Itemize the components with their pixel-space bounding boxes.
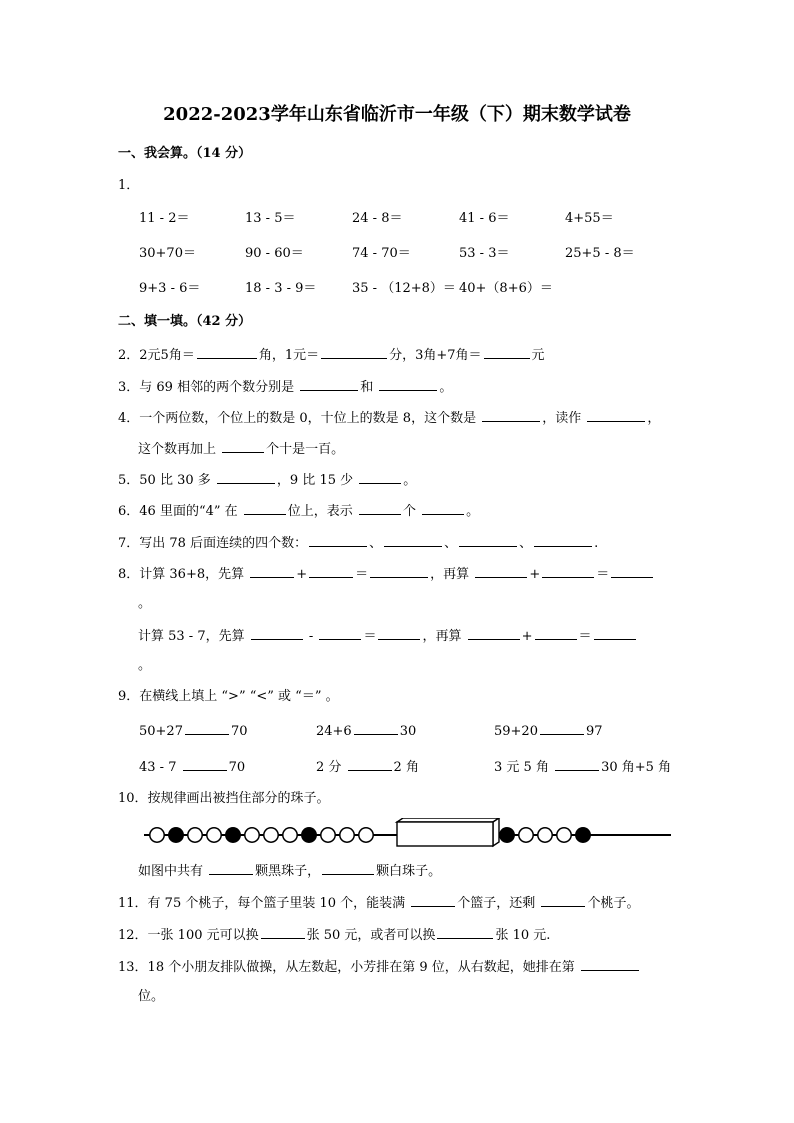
text: 3．与 69 相邻的两个数分别是 [118,380,295,395]
text: 角，1元＝ [258,348,320,363]
black-bead [169,828,183,842]
text: ， [647,411,661,426]
cover-box [397,818,499,846]
white-bead [538,828,552,842]
question-10: 10．按规律画出被挡住部分的珠子。 [118,791,330,806]
answer-blank[interactable] [535,626,577,640]
answer-blank[interactable] [348,757,392,771]
white-bead [264,828,278,842]
question-1-number: 1． [118,178,140,193]
answer-blank[interactable] [459,533,517,547]
text: 24+6 [316,724,352,739]
calc-item: 74 - 70＝ [352,246,411,261]
question-8-part-2 [138,626,638,646]
text: 8．计算 36+8，先算 [118,567,245,582]
calc-item: 11 - 2＝ [139,211,190,226]
answer-blank[interactable] [468,626,520,640]
answer-blank[interactable] [309,564,353,578]
white-bead [557,828,571,842]
question-11 [118,893,639,913]
answer-blank[interactable] [370,564,428,578]
question-7 [118,533,598,553]
answer-blank[interactable] [359,501,401,515]
white-bead [321,828,335,842]
answer-blank[interactable] [250,564,294,578]
text: + [296,567,308,582]
text: 位上，表示 [287,504,353,519]
text: ＝ [363,629,377,644]
section-1-header: 一、我会算。（14 分） [118,146,252,161]
question-9: 9．在横线上填上 “>” “<” 或 “＝” 。 [118,689,339,704]
text: 颗黑珠子， [255,864,321,879]
text: 13．18 个小朋友排队做操，从左数起，小芳排在第 9 位，从右数起，她排在第 [118,960,575,975]
text: 30 角+5 角 [601,760,672,775]
text: 50+27 [139,724,183,739]
text: 3 元 5 角 [494,760,549,775]
section-2-header: 二、填一填。（42 分） [118,314,252,329]
answer-blank[interactable] [379,377,437,391]
compare-item [494,721,603,741]
compare-item [316,721,416,741]
answer-blank[interactable] [183,757,227,771]
text: ，读作 [542,411,582,426]
text: 这个数再加上 [138,442,217,457]
question-4-line-2 [138,439,344,459]
text: + [521,629,533,644]
black-bead [576,828,590,842]
calc-item: 9+3 - 6＝ [139,281,201,296]
text: 分，3角+7角＝ [389,348,482,363]
calc-item: 25+5 - 8＝ [565,246,635,261]
text: 、 [519,536,533,551]
white-bead [340,828,354,842]
question-5 [118,470,416,490]
answer-blank[interactable] [319,626,361,640]
text: 、 [444,536,458,551]
answer-blank[interactable] [378,626,420,640]
text: 97 [585,724,603,739]
calc-item: 30+70＝ [139,246,196,261]
answer-blank[interactable] [587,408,645,422]
answer-blank[interactable] [244,501,286,515]
text: 7．写出 78 后面连续的四个数： [118,536,308,551]
text: 计算 53 - 7，先算 [138,629,245,644]
answer-blank[interactable] [611,564,653,578]
answer-blank[interactable] [309,533,367,547]
white-bead [283,828,297,842]
text: 。 [403,473,417,488]
text: 张 10 元. [495,928,551,943]
white-bead [519,828,533,842]
text: 2．2元5角＝ [118,348,195,363]
question-4 [118,408,660,428]
text: 11．有 75 个桃子，每个篮子里装 10 个，能装满 [118,896,406,911]
answer-blank[interactable] [534,533,592,547]
answer-blank[interactable] [359,470,401,484]
text: 5．50 比 30 多 [118,473,211,488]
answer-blank[interactable] [222,439,264,453]
answer-blank[interactable] [209,861,253,875]
text: . [594,536,599,551]
answer-blank[interactable] [354,721,398,735]
text: 。 [439,380,453,395]
text: 个桃子。 [587,896,640,911]
question-13-end: 位。 [138,989,165,1004]
text: ＝ [355,567,369,582]
answer-blank[interactable] [475,564,527,578]
text: 。 [466,504,480,519]
calc-item: 35 - （12+8）＝ [352,281,456,296]
compare-item [139,757,245,777]
calc-item: 41 - 6＝ [459,211,510,226]
text: 2 分 [316,760,342,775]
answer-blank[interactable] [411,893,455,907]
calc-item: 24 - 8＝ [352,211,403,226]
text: 70 [228,760,246,775]
question-6 [118,501,479,521]
text: 如图中共有 [138,864,204,879]
answer-blank[interactable] [185,721,229,735]
answer-blank[interactable] [384,533,442,547]
question-8-end: 。 [138,596,152,611]
text: 43 - 7 [139,760,177,775]
white-bead [359,828,373,842]
question-8 [118,564,655,584]
calc-item: 4+55＝ [565,211,614,226]
calc-item: 53 - 3＝ [459,246,510,261]
answer-blank[interactable] [321,345,387,359]
answer-blank[interactable] [484,345,530,359]
page-title: 2022-2023学年山东省临沂市一年级（下）期末数学试卷 [163,104,631,125]
text: + [529,567,541,582]
answer-blank[interactable] [300,377,358,391]
white-bead [245,828,259,842]
answer-blank[interactable] [555,757,599,771]
white-bead [188,828,202,842]
calc-item: 18 - 3 - 9＝ [245,281,317,296]
text: 颗白珠子。 [376,864,442,879]
question-8-part-2-end: 。 [138,658,152,673]
text: 和 [360,380,374,395]
answer-blank[interactable] [261,925,305,939]
calc-item: 40+（8+6）＝ [459,281,553,296]
black-bead [500,828,514,842]
compare-item [316,757,419,777]
answer-blank[interactable] [540,721,584,735]
text: 2 角 [393,760,419,775]
black-bead [302,828,316,842]
text: 59+20 [494,724,538,739]
text: 、 [369,536,383,551]
answer-blank[interactable] [197,345,257,359]
text: ，9 比 15 少 [276,473,354,488]
white-bead [207,828,221,842]
text: 70 [230,724,248,739]
text: 6．46 里面的“4” 在 [118,504,238,519]
text: - [308,629,314,644]
answer-blank[interactable] [322,861,374,875]
text: 个 [402,504,416,519]
text: 4．一个两位数，个位上的数是 0，十位上的数是 8，这个数是 [118,411,477,426]
calc-item: 13 - 5＝ [245,211,296,226]
text: ，再算 [422,629,462,644]
text: 12．一张 100 元可以换 [118,928,259,943]
bead-string-figure [140,818,675,850]
compare-item [139,721,248,741]
white-bead [150,828,164,842]
text: ，再算 [430,567,470,582]
answer-blank[interactable] [251,626,303,640]
text: 个十是一百。 [266,442,345,457]
answer-blank[interactable] [542,564,594,578]
answer-blank[interactable] [217,470,275,484]
text: 30 [399,724,417,739]
answer-blank[interactable] [422,501,464,515]
text: ＝ [596,567,610,582]
question-12 [118,925,550,945]
question-2 [118,345,545,365]
answer-blank[interactable] [437,925,493,939]
compare-item [494,757,671,777]
question-13 [118,957,641,977]
text: 元 [531,348,545,363]
answer-blank[interactable] [581,957,639,971]
text: 张 50 元，或者可以换 [306,928,436,943]
calc-item: 90 - 60＝ [245,246,304,261]
answer-blank[interactable] [541,893,585,907]
question-10-answer [138,861,441,881]
question-3 [118,377,452,397]
text: 个篮子，还剩 [457,896,536,911]
answer-blank[interactable] [482,408,540,422]
answer-blank[interactable] [594,626,636,640]
black-bead [226,828,240,842]
text: ＝ [578,629,592,644]
